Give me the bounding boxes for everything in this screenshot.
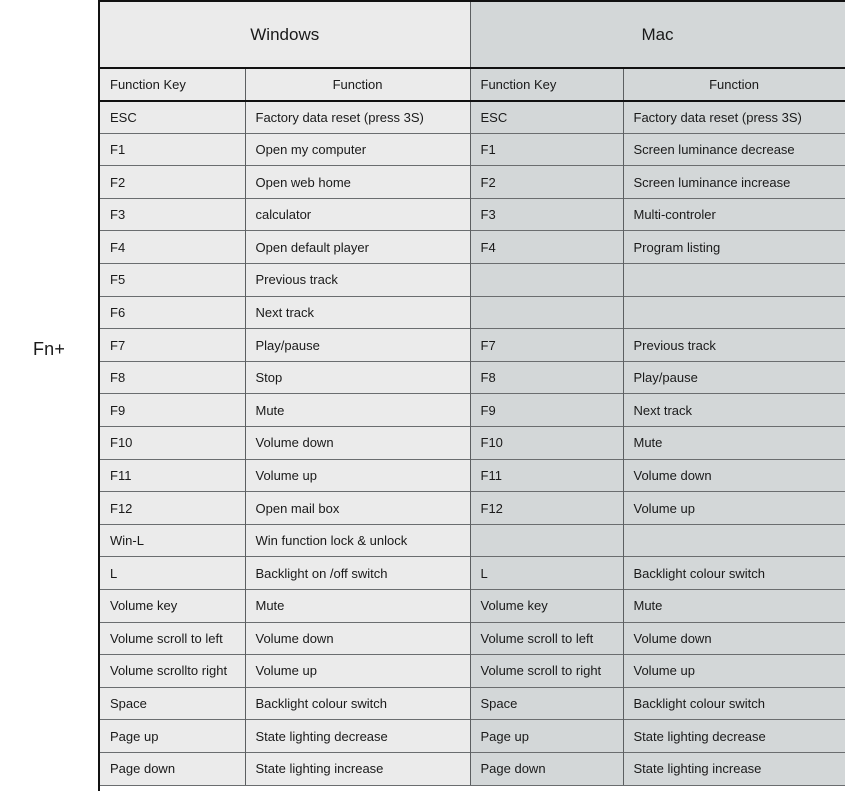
cell-mac-function: State lighting decrease	[623, 720, 845, 753]
platform-header-row	[100, 1, 845, 68]
cell-mac-key: Volume scroll to right	[470, 655, 623, 688]
cell-windows-function: Mute	[245, 590, 470, 623]
table-row	[100, 198, 845, 231]
column-header-windows-function-key: Function Key	[100, 68, 245, 101]
cell-mac-key: F2	[470, 166, 623, 199]
cell-mac-key: L	[470, 557, 623, 590]
cell-mac-function: Mute	[623, 427, 845, 460]
cell-mac-key: F4	[470, 231, 623, 264]
cell-mac-function: State lighting increase	[623, 752, 845, 785]
column-header-mac-function: Function	[623, 68, 845, 101]
cell-mac-key: F8	[470, 361, 623, 394]
cell-windows-function: Backlight on /off switch	[245, 557, 470, 590]
cell-mac-key: Page down	[470, 752, 623, 785]
cell-windows-key: F6	[100, 296, 245, 329]
cell-mac-key: Volume scroll to left	[470, 622, 623, 655]
table-row	[100, 101, 845, 134]
cell-windows-function: Open mail box	[245, 492, 470, 525]
table-row	[100, 492, 845, 525]
cell-windows-function: State lighting decrease	[245, 720, 470, 753]
table-row	[100, 459, 845, 492]
cell-mac-key: Space	[470, 687, 623, 720]
cell-windows-function: Volume up	[245, 655, 470, 688]
cell-windows-key: F12	[100, 492, 245, 525]
cell-windows-function: Backlight colour switch	[245, 687, 470, 720]
table-row	[100, 166, 845, 199]
table-row	[100, 590, 845, 623]
cell-windows-key: F8	[100, 361, 245, 394]
cell-mac-function	[623, 296, 845, 329]
cell-windows-function: Previous track	[245, 264, 470, 297]
cell-mac-key: F10	[470, 427, 623, 460]
cell-mac-function: Backlight colour switch	[623, 557, 845, 590]
cell-mac-function: Previous track	[623, 329, 845, 362]
table-row	[100, 557, 845, 590]
cell-windows-key: F7	[100, 329, 245, 362]
cell-windows-key: Page up	[100, 720, 245, 753]
cell-windows-function: Open web home	[245, 166, 470, 199]
cell-mac-function	[623, 524, 845, 557]
cell-mac-key: Volume key	[470, 590, 623, 623]
table-row	[100, 687, 845, 720]
shortcut-table-wrapper	[100, 0, 845, 791]
cell-windows-key: F11	[100, 459, 245, 492]
table-row	[100, 720, 845, 753]
table-body	[100, 101, 845, 785]
cell-mac-key: F3	[470, 198, 623, 231]
platform-header-mac: Mac	[470, 1, 845, 68]
cell-windows-key: F5	[100, 264, 245, 297]
cell-mac-function: Multi-controler	[623, 198, 845, 231]
cell-mac-function: Volume up	[623, 492, 845, 525]
cell-mac-function: Backlight colour switch	[623, 687, 845, 720]
fn-modifier-column	[0, 0, 100, 791]
cell-mac-function: Next track	[623, 394, 845, 427]
table-row	[100, 655, 845, 688]
cell-windows-key: F4	[100, 231, 245, 264]
cell-mac-key: F1	[470, 133, 623, 166]
table-row	[100, 361, 845, 394]
cell-windows-function: Open my computer	[245, 133, 470, 166]
shortcut-table	[100, 0, 845, 786]
cell-mac-function: Program listing	[623, 231, 845, 264]
fn-modifier-label: Fn+	[32, 338, 66, 359]
cell-windows-key: Volume scroll to left	[100, 622, 245, 655]
cell-windows-function: State lighting increase	[245, 752, 470, 785]
table-row	[100, 427, 845, 460]
cell-mac-key	[470, 296, 623, 329]
cell-windows-key: F9	[100, 394, 245, 427]
cell-mac-function: Screen luminance increase	[623, 166, 845, 199]
table-row	[100, 296, 845, 329]
cell-windows-function: Volume up	[245, 459, 470, 492]
cell-windows-key: F2	[100, 166, 245, 199]
cell-mac-key	[470, 524, 623, 557]
table-row	[100, 622, 845, 655]
cell-windows-function: Factory data reset (press 3S)	[245, 101, 470, 134]
cell-windows-function: Stop	[245, 361, 470, 394]
cell-windows-function: Play/pause	[245, 329, 470, 362]
cell-mac-key: F7	[470, 329, 623, 362]
cell-windows-key: Space	[100, 687, 245, 720]
cell-mac-key: ESC	[470, 101, 623, 134]
cell-mac-key: Page up	[470, 720, 623, 753]
cell-mac-function: Volume down	[623, 622, 845, 655]
cell-windows-function: Mute	[245, 394, 470, 427]
cell-windows-key: Volume scrollto right	[100, 655, 245, 688]
cell-windows-function: Next track	[245, 296, 470, 329]
cell-mac-function: Screen luminance decrease	[623, 133, 845, 166]
cell-windows-key: L	[100, 557, 245, 590]
cell-mac-key	[470, 264, 623, 297]
platform-header-windows: Windows	[100, 1, 470, 68]
cell-mac-function: Play/pause	[623, 361, 845, 394]
cell-windows-key: Win-L	[100, 524, 245, 557]
cell-windows-key: Volume key	[100, 590, 245, 623]
cell-windows-function: Volume down	[245, 622, 470, 655]
table-row	[100, 133, 845, 166]
cell-mac-function: Volume down	[623, 459, 845, 492]
cell-windows-key: F10	[100, 427, 245, 460]
column-header-row	[100, 68, 845, 101]
cell-mac-key: F9	[470, 394, 623, 427]
table-row	[100, 524, 845, 557]
cell-windows-function: Win function lock & unlock	[245, 524, 470, 557]
cell-mac-function: Mute	[623, 590, 845, 623]
cell-mac-function: Volume up	[623, 655, 845, 688]
table-row	[100, 329, 845, 362]
cell-windows-key: F1	[100, 133, 245, 166]
cell-windows-key: Page down	[100, 752, 245, 785]
column-header-mac-function-key: Function Key	[470, 68, 623, 101]
column-header-windows-function: Function	[245, 68, 470, 101]
cell-windows-function: Volume down	[245, 427, 470, 460]
table-row	[100, 264, 845, 297]
cell-mac-function	[623, 264, 845, 297]
cell-windows-function: calculator	[245, 198, 470, 231]
cell-windows-key: ESC	[100, 101, 245, 134]
table-row	[100, 752, 845, 785]
cell-windows-function: Open default player	[245, 231, 470, 264]
cell-mac-key: F11	[470, 459, 623, 492]
table-row	[100, 231, 845, 264]
cell-mac-function: Factory data reset (press 3S)	[623, 101, 845, 134]
table-row	[100, 394, 845, 427]
table-head	[100, 1, 845, 101]
cell-windows-key: F3	[100, 198, 245, 231]
cell-mac-key: F12	[470, 492, 623, 525]
